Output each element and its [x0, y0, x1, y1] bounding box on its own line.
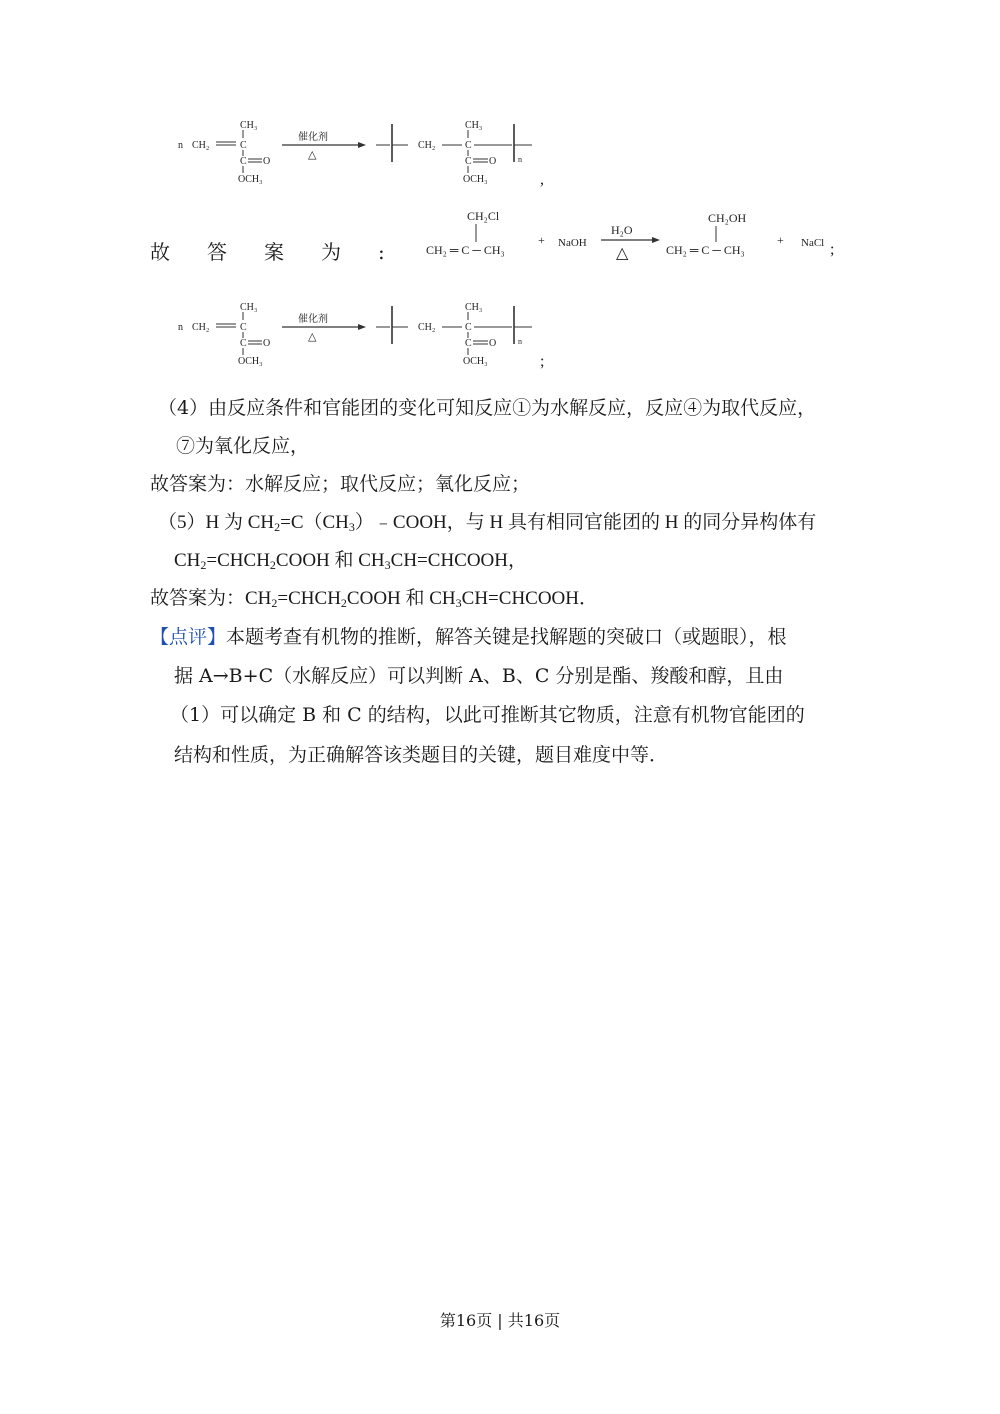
svg-text:C: C [240, 156, 247, 167]
svg-text:CH₃: CH₃ [240, 120, 258, 131]
svg-text:C: C [240, 140, 247, 151]
svg-text:C: C [465, 322, 472, 333]
svg-text:CH₂OH: CH₂OH [708, 211, 747, 225]
svg-text:C: C [240, 338, 247, 349]
svg-text:△: △ [308, 331, 317, 343]
svg-text:CH₃: CH₃ [240, 302, 258, 313]
svg-text:+: + [538, 233, 545, 247]
svg-text:CH₃: CH₃ [465, 120, 483, 131]
svg-text:H₂O: H₂O [611, 223, 633, 237]
svg-text:O: O [489, 156, 497, 167]
svg-text:NaOH: NaOH [558, 237, 587, 249]
polymerization-equation-1 [170, 112, 550, 192]
review-line4: 结构和性质，为正确解答该类题目的关键，题目难度中等． [174, 744, 669, 766]
svg-text:△: △ [308, 149, 317, 161]
svg-text:n: n [178, 322, 183, 333]
svg-text:△: △ [616, 245, 629, 262]
svg-text:C: C [465, 156, 472, 167]
review-line3: （1）可以确定 B 和 C 的结构，以此可推断其它物质，注意有机物官能团的 [170, 704, 805, 726]
svg-text:;: ; [830, 241, 835, 258]
svg-text:n: n [518, 337, 522, 346]
svg-text:O: O [489, 338, 497, 349]
svg-text:OCH₃: OCH₃ [238, 356, 263, 367]
svg-text:OCH₃: OCH₃ [463, 174, 488, 185]
svg-text:C: C [240, 322, 247, 333]
svg-text:O: O [263, 338, 271, 349]
svg-text:C: C [465, 140, 472, 151]
svg-text:CH₂: CH₂ [192, 322, 210, 333]
svg-text:,: , [540, 171, 544, 188]
svg-text:C: C [465, 338, 472, 349]
hydrolysis-equation [420, 204, 840, 268]
para5-line1: （5）H 为 $CH_2=C(CH_3)﹣COOH$，与 H 具有相同官能团的 H 的同分异构体有 [158, 512, 817, 534]
para5-answer: 故答案为：$CH_2=CHCH_2COOH$ 和 $CH_3CH=CHCOOH$． [150, 588, 598, 610]
svg-text:NaCl: NaCl [801, 237, 825, 249]
para4-line1: （4）由反应条件和官能团的变化可知反应①为水解反应，反应④为取代反应， [158, 397, 817, 419]
para4-answer: 故答案为：水解反应；取代反应；氧化反应； [150, 473, 531, 495]
svg-text:CH₂Cl: CH₂Cl [467, 209, 500, 223]
svg-text:O: O [263, 156, 271, 167]
svg-text:OCH₃: OCH₃ [463, 356, 488, 367]
coef-n: n [178, 140, 183, 151]
svg-text:OCH₃: OCH₃ [238, 174, 263, 185]
polymerization-equation-2 [170, 294, 550, 374]
svg-text:CH₂: CH₂ [418, 140, 436, 151]
para4-line2: ⑦为氧化反应， [176, 435, 310, 457]
svg-text:CH₂ ═ C ─ CH₃: CH₂ ═ C ─ CH₃ [666, 243, 745, 257]
svg-text:催化剂: 催化剂 [298, 132, 328, 143]
review-line1: 【点评】本题考查有机物的推断，解答关键是找解题的突破口（或题眼），根 [150, 626, 787, 648]
answer-label: 故 答 案 为 : [150, 240, 385, 264]
review-line2: 据 A→B+C（水解反应）可以判断 A、B、C 分别是酯、羧酸和醇，且由 [174, 665, 784, 687]
svg-text:催化剂: 催化剂 [298, 314, 328, 325]
svg-text:;: ; [540, 353, 545, 370]
svg-text:+: + [777, 233, 784, 247]
svg-text:CH₂: CH₂ [418, 322, 436, 333]
review-tag: 【点评】 [150, 626, 227, 648]
para5-line2: $CH_2=CHCH_2COOH$ 和 $CH_3CH=CHCOOH$， [174, 550, 527, 572]
svg-text:CH₂: CH₂ [192, 140, 210, 151]
page-footer: 第16页 | 共16页 [439, 1311, 561, 1330]
svg-text:CH₃: CH₃ [465, 302, 483, 313]
svg-text:CH₂ ═ C ─ CH₃: CH₂ ═ C ─ CH₃ [426, 243, 505, 257]
svg-text:n: n [518, 155, 522, 164]
